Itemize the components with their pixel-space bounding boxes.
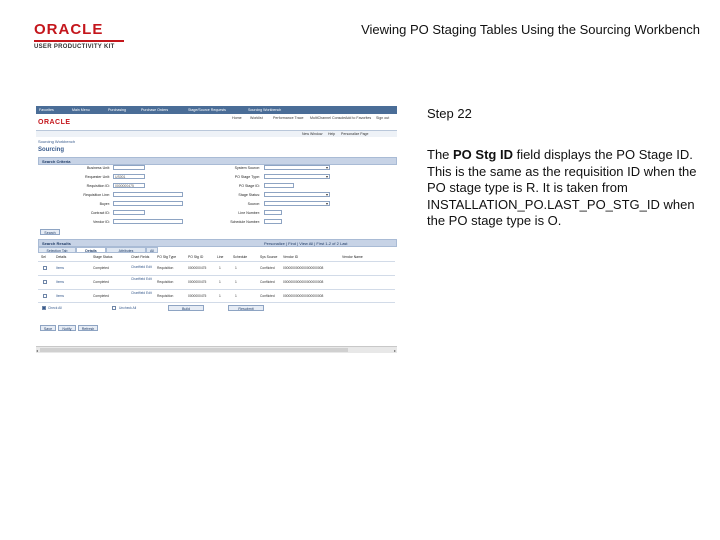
requisition-line-label: Requisition Line: [83, 193, 110, 197]
tab-details[interactable]: Details [76, 247, 106, 253]
requisition-id-label: Requisition ID: [86, 184, 110, 188]
vendor-id-label: Vendor ID: [93, 220, 110, 224]
row-line: 1 [219, 294, 221, 298]
contract-id-label: Contract ID: [90, 211, 110, 215]
link-home[interactable]: Home [232, 116, 242, 120]
row-details-link[interactable]: Items [56, 280, 65, 284]
scroll-left-icon[interactable]: ◂ [36, 348, 39, 353]
oracle-logo: ORACLE [38, 119, 71, 126]
row-line: 1 [219, 266, 221, 270]
link-personalize-page[interactable]: Personalize Page [341, 132, 369, 136]
row-sys-source: Conflicted [260, 294, 275, 298]
row-select-checkbox[interactable] [43, 294, 47, 298]
business-unit-label: Business Unit: [87, 166, 110, 170]
sourcing-heading: Sourcing [38, 147, 65, 153]
row-details-link[interactable]: Items [56, 294, 65, 298]
vendor-id-field[interactable] [113, 219, 183, 224]
row-divider [38, 275, 395, 276]
row-divider [38, 302, 395, 303]
row-schedule: 1 [235, 266, 237, 270]
row-vendor-id: 0000000000000000000008 [283, 280, 324, 284]
step-description [427, 147, 697, 230]
step-field-name: PO Stg ID [453, 147, 513, 162]
nav-purchase-orders[interactable]: Purchase Orders [141, 108, 169, 112]
row-po-stg-id: 0000000475 [188, 294, 207, 298]
row-vendor-id: 0000000000000000000008 [283, 266, 324, 270]
row-stage-status: Completed [93, 266, 109, 270]
row-vendor-id: 0000000000000000000008 [283, 294, 324, 298]
tab-attributes[interactable]: Attributes [106, 247, 146, 253]
requisition-id-field[interactable]: 0000000475 [113, 183, 145, 188]
po-stage-id-label: PO Stage ID: [238, 184, 260, 188]
row-schedule: 1 [235, 294, 237, 298]
save-button[interactable]: Save [40, 325, 56, 331]
buyer-label: Buyer: [99, 202, 110, 206]
buyer-field[interactable] [113, 201, 183, 206]
row-sys-source: Conflicted [260, 280, 275, 284]
contract-id-field[interactable] [113, 210, 145, 215]
top-navigation-bar [36, 106, 397, 114]
link-multichannel-console[interactable]: MultiChannel Console [310, 116, 346, 120]
step-text-post: field displays the PO Stage ID. This is the same as the requisition ID when the PO stage type is R. It is taken from INSTALLATION_PO.LAST_PO_STG_ID when the PO stage type is O. [427, 147, 697, 228]
row-stage-status: Completed [93, 280, 109, 284]
table-header-divider [38, 261, 395, 262]
row-stage-status: Completed [93, 294, 109, 298]
row-chartfield-link[interactable]: Chartfield Edit [131, 265, 152, 269]
scroll-thumb[interactable] [40, 348, 348, 352]
row-po-stg-type: Requisition [157, 266, 174, 270]
business-unit-field[interactable] [113, 165, 145, 170]
oracle-upk-logo [34, 22, 124, 50]
column-sys-source: Sys Source [260, 255, 278, 259]
nav-sourcing-workbench[interactable]: Sourcing Workbench [248, 108, 282, 112]
schedule-number-label: Schedule Number: [230, 220, 260, 224]
scroll-right-icon[interactable]: ▸ [393, 348, 396, 353]
row-line: 1 [219, 280, 221, 284]
tab-all[interactable]: All [146, 247, 158, 253]
results-navigation[interactable]: Personalize | Find | View All | First 1-2 of 2 Last [264, 240, 348, 246]
line-number-label: Line Number: [238, 211, 260, 215]
logo-subtitle: USER PRODUCTIVITY KIT [34, 40, 124, 50]
column-po-stg-type: PO Stg Type [157, 255, 177, 259]
row-select-checkbox[interactable] [43, 280, 47, 284]
tab-selection[interactable]: Selection Tab [38, 247, 76, 253]
po-stage-type-select[interactable] [264, 174, 330, 179]
line-number-field[interactable] [264, 210, 282, 215]
system-source-label: System Source: [234, 166, 260, 170]
row-details-link[interactable]: Items [56, 266, 65, 270]
stage-status-label: Stage Status: [238, 193, 260, 197]
row-chartfield-link[interactable]: Chartfield Edit [131, 291, 152, 295]
stage-status-select[interactable] [264, 192, 330, 197]
requisition-line-field[interactable] [113, 192, 183, 197]
row-divider [38, 289, 395, 290]
search-criteria-title: Search Criteria [42, 158, 71, 164]
page-title: Viewing PO Staging Tables Using the Sourcing Workbench [361, 22, 700, 37]
po-stage-id-field[interactable] [264, 183, 294, 188]
step-label: Step 22 [427, 106, 472, 121]
column-details: Details [56, 255, 67, 259]
link-performance-trace[interactable]: Performance Trace [273, 116, 304, 120]
check-all-link[interactable]: Check All [48, 306, 62, 310]
source-label: Source: [247, 202, 260, 206]
schedule-number-field[interactable] [264, 219, 282, 224]
column-stage-status: Stage Status [93, 255, 113, 259]
column-chart-fields: Chart Fields [131, 255, 150, 259]
uncheck-all-checkbox[interactable] [112, 306, 116, 310]
notify-button[interactable]: Notify [58, 325, 76, 331]
logo-wordmark: ORACLE [34, 21, 104, 38]
po-stage-type-label: PO Stage Type: [234, 175, 260, 179]
search-results-header [38, 239, 397, 247]
column-po-stg-id: PO Stg ID [188, 255, 204, 259]
check-all-checkbox[interactable] [42, 306, 46, 310]
search-criteria-header[interactable] [38, 157, 397, 165]
nav-favorites[interactable]: Favorites [39, 108, 54, 112]
breadcrumb[interactable]: Sourcing Workbench [38, 139, 76, 144]
source-select[interactable] [264, 201, 330, 206]
build-button[interactable]: Build [168, 305, 204, 311]
link-help[interactable]: Help [328, 132, 336, 136]
search-button[interactable]: Search [40, 229, 60, 235]
application-screenshot [36, 106, 397, 354]
row-po-stg-id: 0000000475 [188, 266, 207, 270]
column-line: Line [217, 255, 224, 259]
requester-unit-field[interactable]: US001 [113, 174, 145, 179]
horizontal-scrollbar[interactable] [36, 346, 397, 353]
step-text-pre: The [427, 147, 454, 162]
requester-unit-label: Requester Unit: [85, 175, 110, 179]
brand-bar [36, 114, 397, 131]
column-sel: Sel [41, 255, 46, 259]
column-schedule: Schedule [233, 255, 248, 259]
link-sign-out[interactable]: Sign out [376, 116, 390, 120]
row-schedule: 1 [235, 280, 237, 284]
nav-stage-source-requests[interactable]: Stage/Source Requests [188, 108, 226, 112]
nav-purchasing[interactable]: Purchasing [108, 108, 126, 112]
sub-link-bar [36, 131, 397, 137]
row-chartfield-link[interactable]: Chartfield Edit [131, 277, 152, 281]
row-po-stg-type: Requisition [157, 294, 174, 298]
system-source-select[interactable] [264, 165, 330, 170]
link-worklist[interactable]: Worklist [250, 116, 263, 120]
link-add-to-favorites[interactable]: Add to Favorites [345, 116, 372, 120]
column-vendor-id: Vendor ID [283, 255, 299, 259]
results-tabs [38, 247, 395, 253]
resubmit-button[interactable]: Resubmit [228, 305, 264, 311]
row-po-stg-id: 0000000475 [188, 280, 207, 284]
row-select-checkbox[interactable] [43, 266, 47, 270]
row-po-stg-type: Requisition [157, 280, 174, 284]
row-sys-source: Conflicted [260, 266, 275, 270]
uncheck-all-link[interactable]: Uncheck All [119, 306, 137, 310]
column-vendor-name: Vendor Name [342, 255, 363, 259]
nav-main-menu[interactable]: Main Menu [72, 108, 90, 112]
search-results-title: Search Results [42, 240, 71, 246]
refresh-button[interactable]: Refresh [78, 325, 98, 331]
link-new-window[interactable]: New Window [302, 132, 323, 136]
